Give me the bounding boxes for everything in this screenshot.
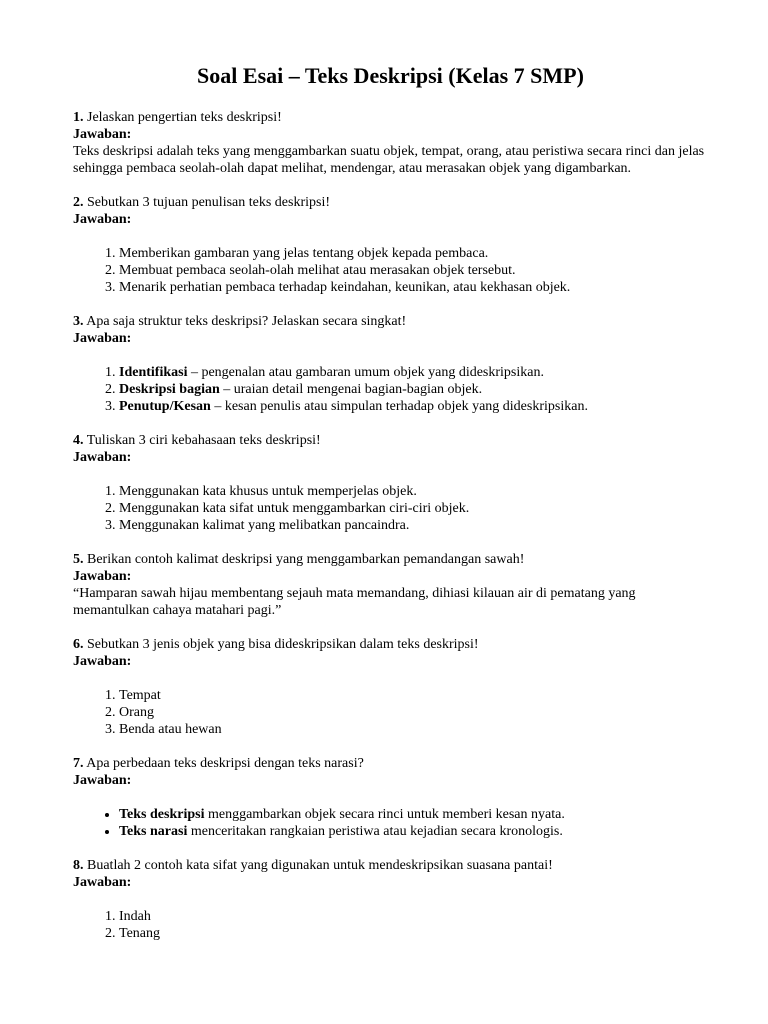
list-item: 3. Benda atau hewan — [119, 721, 708, 738]
list-item-term: Teks narasi — [119, 824, 188, 839]
answer-label: Jawaban: — [73, 127, 132, 142]
answer-label: Jawaban: — [73, 654, 132, 669]
list-item: 1. Memberikan gambaran yang jelas tentang objek kepada pembaca. — [119, 245, 708, 262]
question-number: 8. — [73, 858, 84, 873]
question-2-text — [73, 194, 708, 211]
list-item-term: Teks deskripsi — [119, 807, 205, 822]
list-item-desc: – pengenalan atau gambaran umum objek yang dideskripsikan. — [187, 365, 544, 380]
answer-list — [73, 483, 708, 534]
question-2 — [73, 194, 708, 296]
answer-list — [73, 245, 708, 296]
question-1 — [73, 109, 708, 177]
list-item — [119, 381, 708, 398]
question-4 — [73, 432, 708, 534]
answer-label: Jawaban: — [73, 212, 132, 227]
question-1-text — [73, 109, 708, 126]
question-prompt: Buatlah 2 contoh kata sifat yang digunakan untuk mendeskripsikan suasana pantai! — [87, 858, 553, 873]
question-prompt: Apa saja struktur teks deskripsi? Jelaskan secara singkat! — [86, 314, 407, 329]
question-4-text — [73, 432, 708, 449]
question-prompt: Berikan contoh kalimat deskripsi yang menggambarkan pemandangan sawah! — [87, 552, 525, 567]
answer-label: Jawaban: — [73, 331, 132, 346]
question-7-text — [73, 755, 708, 772]
list-item — [119, 806, 708, 823]
list-item: 2. Tenang — [119, 925, 708, 942]
list-item-desc: menggambarkan objek secara rinci untuk memberi kesan nyata. — [204, 807, 565, 822]
list-item: 2. Orang — [119, 704, 708, 721]
list-item — [119, 398, 708, 415]
answer-text: Teks deskripsi adalah teks yang menggambarkan suatu objek, tempat, orang, atau peristiwa secara rinci dan jelas sehingga pembaca seolah-olah dapat melihat, mendengar, atau merasakan objek yang digambarkan. — [73, 144, 705, 176]
answer-bullet-list — [73, 806, 708, 840]
list-item: 1. Menggunakan kata khusus untuk memperjelas objek. — [119, 483, 708, 500]
question-prompt: Sebutkan 3 tujuan penulisan teks deskripsi! — [87, 195, 331, 210]
list-item-term: Deskripsi bagian — [119, 382, 220, 397]
answer-label: Jawaban: — [73, 569, 132, 584]
list-item-term: Identifikasi — [119, 365, 188, 380]
question-number: 2. — [73, 195, 84, 210]
question-prompt: Sebutkan 3 jenis objek yang bisa dideskripsikan dalam teks deskripsi! — [87, 637, 479, 652]
question-7 — [73, 755, 708, 840]
question-5 — [73, 551, 708, 619]
document-title: Soal Esai – Teks Deskripsi (Kelas 7 SMP) — [197, 63, 584, 88]
question-prompt: Apa perbedaan teks deskripsi dengan teks narasi? — [86, 756, 364, 771]
question-number: 5. — [73, 552, 84, 567]
answer-list — [73, 364, 708, 415]
answer-list — [73, 687, 708, 738]
list-item: 3. Menarik perhatian pembaca terhadap keindahan, keunikan, atau kekhasan objek. — [119, 279, 708, 296]
question-number: 4. — [73, 433, 84, 448]
list-item: 1. Tempat — [119, 687, 708, 704]
list-item-desc: – uraian detail mengenai bagian-bagian objek. — [219, 382, 483, 397]
question-number: 7. — [73, 756, 84, 771]
answer-label: Jawaban: — [73, 450, 132, 465]
answer-label: Jawaban: — [73, 773, 132, 788]
question-8-text — [73, 857, 708, 874]
question-5-text — [73, 551, 708, 568]
list-item — [119, 364, 708, 381]
list-item: 1. Indah — [119, 908, 708, 925]
question-3 — [73, 313, 708, 415]
list-item: 2. Menggunakan kata sifat untuk menggambarkan ciri-ciri objek. — [119, 500, 708, 517]
list-item — [119, 823, 708, 840]
question-6 — [73, 636, 708, 738]
question-6-text — [73, 636, 708, 653]
list-item-desc: menceritakan rangkaian peristiwa atau kejadian secara kronologis. — [187, 824, 563, 839]
list-item-desc: – kesan penulis atau simpulan terhadap objek yang dideskripsikan. — [210, 399, 588, 414]
list-item: 2. Membuat pembaca seolah-olah melihat atau merasakan objek tersebut. — [119, 262, 708, 279]
list-item: 3. Menggunakan kalimat yang melibatkan pancaindra. — [119, 517, 708, 534]
answer-label: Jawaban: — [73, 875, 132, 890]
answer-list — [73, 908, 708, 942]
question-8 — [73, 857, 708, 942]
question-3-text — [73, 313, 708, 330]
question-number: 1. — [73, 110, 84, 125]
question-prompt: Jelaskan pengertian teks deskripsi! — [87, 110, 282, 125]
question-prompt: Tuliskan 3 ciri kebahasaan teks deskripsi! — [86, 433, 321, 448]
question-number: 3. — [73, 314, 84, 329]
list-item-term: Penutup/Kesan — [119, 399, 211, 414]
question-number: 6. — [73, 637, 84, 652]
answer-text: “Hamparan sawah hijau membentang sejauh mata memandang, dihiasi kilauan air di pematang yang memantulkan cahaya matahari pagi.” — [73, 586, 636, 618]
